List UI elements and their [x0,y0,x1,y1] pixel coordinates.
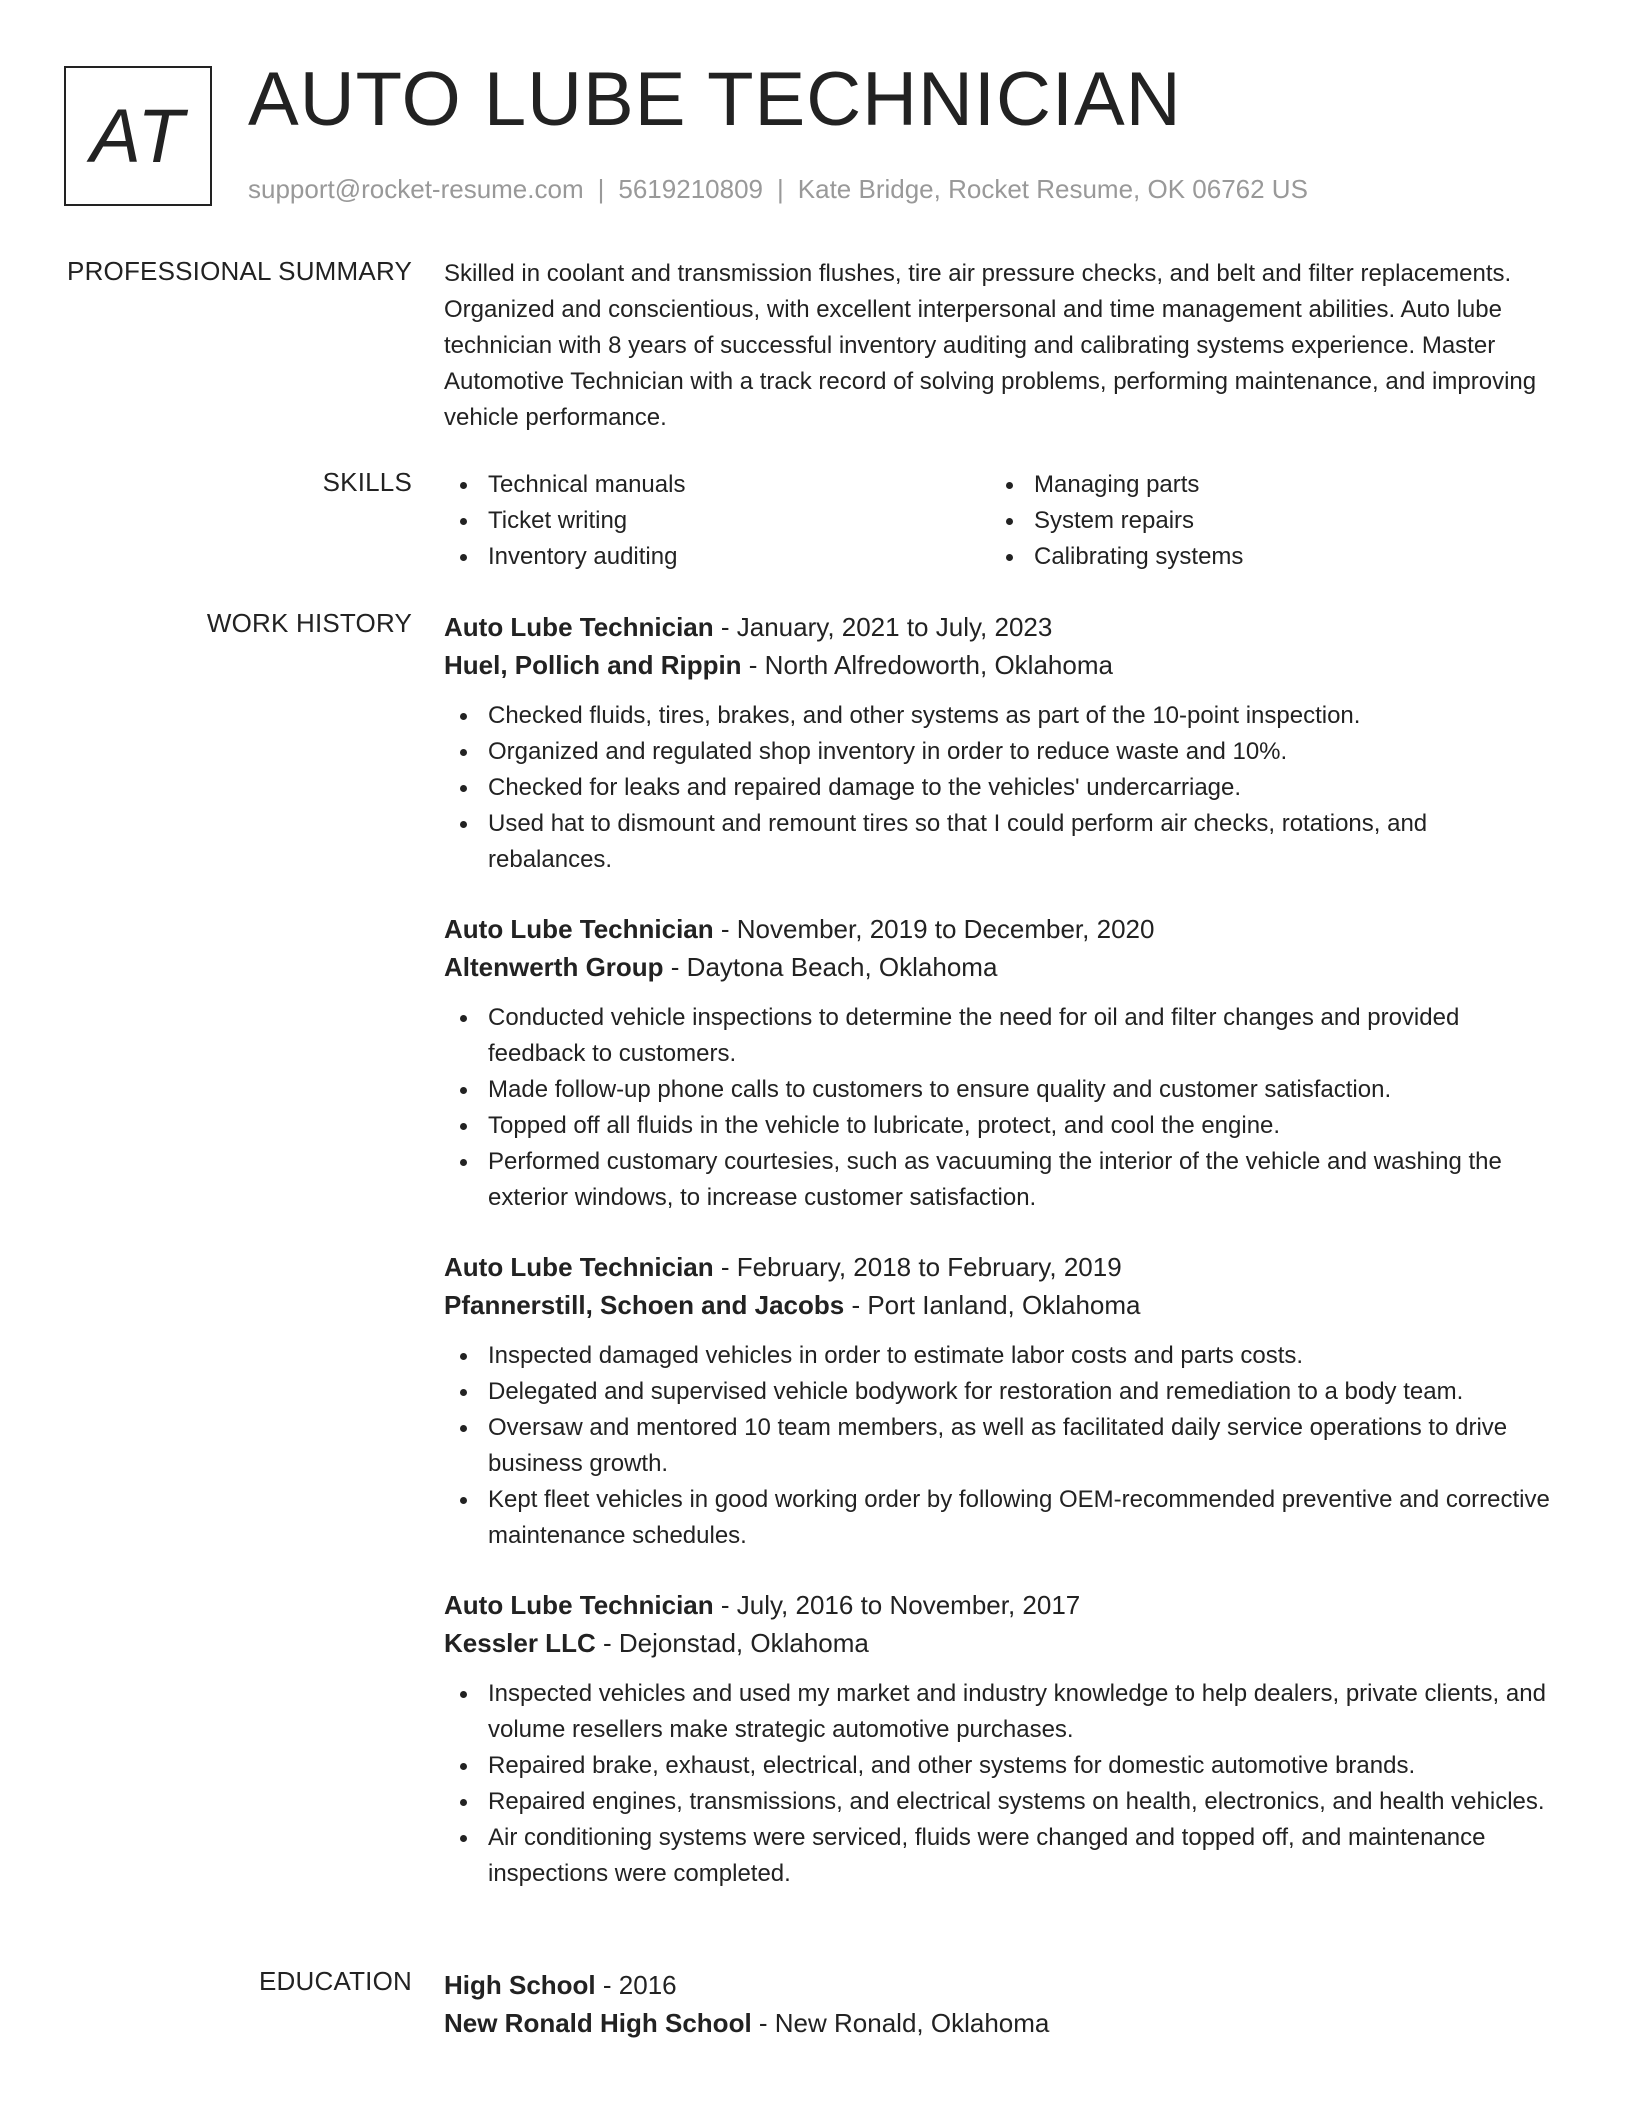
job-location: - Dejonstad, Oklahoma [595,1628,869,1658]
job-bullet: Repaired brake, exhaust, electrical, and other systems for domestic automotive brands. [444,1748,1554,1784]
job-bullet: Used hat to dismount and remount tires so that I could perform air checks, rotations, and rebalances. [444,806,1554,878]
job-bullet: Performed customary courtesies, such as vacuuming the interior of the vehicle and washing the exterior windows, to increase customer satisfaction. [444,1144,1554,1216]
contact-phone[interactable]: 5619210809 [618,174,763,204]
job-bullet: Checked fluids, tires, brakes, and other systems as part of the 10-point inspection. [444,698,1554,734]
job-title-line [444,1586,1554,1624]
job-bullets [444,698,1554,878]
job-entry [444,608,1554,878]
education-degree: High School [444,1970,596,2000]
job-entry [444,910,1554,1216]
job-bullet: Kept fleet vehicles in good working order by following OEM-recommended preventive and corrective maintenance schedules. [444,1482,1554,1554]
summary-text: Skilled in coolant and transmission flushes, tire air pressure checks, and belt and filter replacements. Organized and conscientious, with excellent interpersonal and time management abilities. Auto lube technician with 8 years of successful inventory auditing and calibrating systems experience. Master Automotive Technician with a track record of solving problems, performing maintenance, and improving vehicle performance. [444,260,1537,431]
education-body [444,1966,1554,2042]
job-company: Kessler LLC [444,1628,596,1658]
skill-item: Technical manuals [444,467,990,503]
job-company: Huel, Pollich and Rippin [444,650,742,680]
job-location: - North Alfredoworth, Oklahoma [741,650,1113,680]
job-title-line [444,910,1554,948]
job-dates: - July, 2016 to November, 2017 [713,1590,1081,1620]
job-bullets [444,1676,1554,1892]
job-bullets [444,1338,1554,1554]
contact-address: Kate Bridge, Rocket Resume, OK 06762 US [797,174,1308,204]
job-dates: - January, 2021 to July, 2023 [713,612,1053,642]
education-school-line [444,2004,1554,2042]
contact-line [248,174,1308,205]
job-company: Pfannerstill, Schoen and Jacobs [444,1290,845,1320]
job-company: Altenwerth Group [444,952,664,982]
job-dates: - November, 2019 to December, 2020 [713,914,1155,944]
skill-item: System repairs [990,503,1536,539]
job-location: - Daytona Beach, Oklahoma [663,952,998,982]
skills-list-left [444,467,990,575]
education-location: - New Ronald, Oklahoma [751,2008,1050,2038]
skill-item: Inventory auditing [444,539,990,575]
page-title: AUTO LUBE TECHNICIAN [248,57,1182,142]
job-bullet: Oversaw and mentored 10 team members, as well as facilitated daily service operations to drive business growth. [444,1410,1554,1482]
resume-header [64,57,1572,212]
job-bullet: Inspected vehicles and used my market and industry knowledge to help dealers, private clients, and volume resellers make strategic automotive purchases. [444,1676,1554,1748]
section-label-education: EDUCATION [259,1966,412,1996]
education-year: - 2016 [595,1970,677,2000]
job-bullet: Conducted vehicle inspections to determine the need for oil and filter changes and provided feedback to customers. [444,1000,1554,1072]
job-title: Auto Lube Technician [444,612,714,642]
skill-item: Ticket writing [444,503,990,539]
job-bullet: Topped off all fluids in the vehicle to lubricate, protect, and cool the engine. [444,1108,1554,1144]
section-label-work-history: WORK HISTORY [206,608,412,638]
job-bullet: Checked for leaks and repaired damage to the vehicles' undercarriage. [444,770,1554,806]
skill-item: Calibrating systems [990,539,1536,575]
job-company-line [444,948,1554,986]
work-history-body [444,608,1554,1924]
skill-item: Managing parts [990,467,1536,503]
section-label-summary: PROFESSIONAL SUMMARY [67,256,412,286]
job-entry [444,1586,1554,1892]
job-title: Auto Lube Technician [444,914,714,944]
contact-separator: | [777,174,784,204]
education-school: New Ronald High School [444,2008,752,2038]
job-title: Auto Lube Technician [444,1590,714,1620]
job-company-line [444,646,1554,684]
job-company-line [444,1624,1554,1662]
job-title-line [444,1248,1554,1286]
job-bullet: Repaired engines, transmissions, and electrical systems on health, electronics, and health vehicles. [444,1784,1554,1820]
job-bullet: Organized and regulated shop inventory in order to reduce waste and 10%. [444,734,1554,770]
job-bullet: Delegated and supervised vehicle bodywork for restoration and remediation to a body team. [444,1374,1554,1410]
summary-body [444,256,1554,436]
monogram-logo: AT [64,66,212,206]
job-title-line [444,608,1554,646]
job-company-line [444,1286,1554,1324]
job-bullet: Air conditioning systems were serviced, fluids were changed and topped off, and maintenance inspections were completed. [444,1820,1554,1892]
job-title: Auto Lube Technician [444,1252,714,1282]
job-bullets [444,1000,1554,1216]
job-entry [444,1248,1554,1554]
contact-separator: | [597,174,605,204]
job-bullet: Inspected damaged vehicles in order to estimate labor costs and parts costs. [444,1338,1554,1374]
skills-list-right [990,467,1536,575]
job-bullet: Made follow-up phone calls to customers to ensure quality and customer satisfaction. [444,1072,1554,1108]
job-location: - Port Ianland, Oklahoma [844,1290,1141,1320]
education-degree-line [444,1966,1554,2004]
job-dates: - February, 2018 to February, 2019 [713,1252,1122,1282]
section-label-skills: SKILLS [322,467,412,497]
skills-body [444,467,1554,575]
contact-email[interactable]: support@rocket-resume.com [248,174,584,204]
